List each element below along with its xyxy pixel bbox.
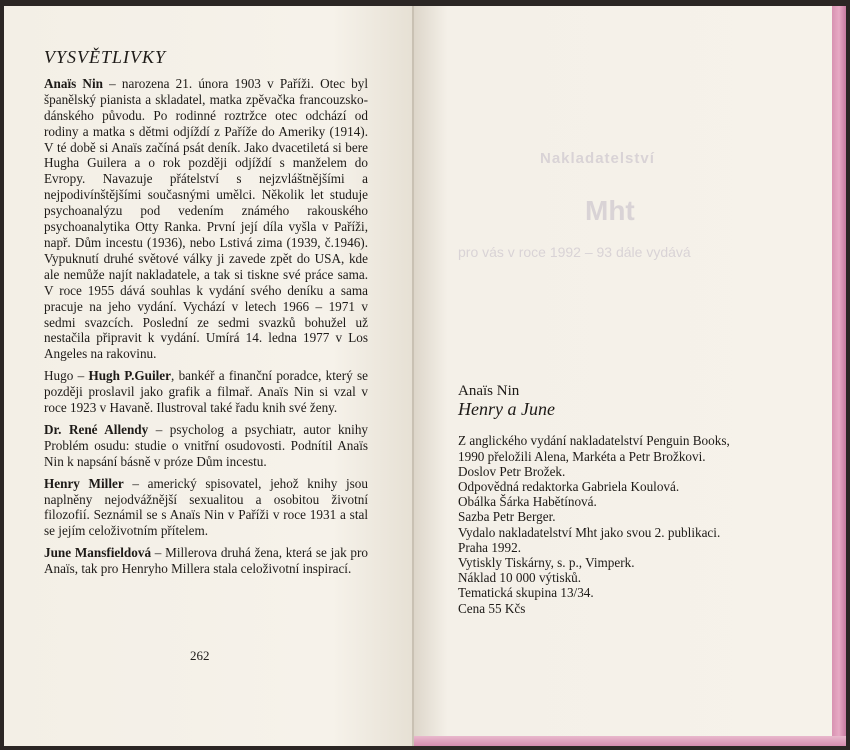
cover-edge (832, 6, 846, 742)
glossary-heading: VYSVĚTLIVKY (44, 47, 167, 67)
glossary-entry (44, 422, 368, 470)
entry-name: Henry Miller (44, 475, 124, 491)
glossary-entry (44, 368, 368, 416)
imprint-line: Náklad 10 000 výtisků. (458, 570, 582, 586)
glossary-entry (44, 545, 368, 577)
book-title: Henry a June (458, 399, 555, 420)
right-page (414, 6, 832, 742)
entry-text: – psycholog a psychiatr, autor knihy Problém osudu: studie o vnitřní osudovosti. Podnítil Anaïs Nin k napsání básně v próze Dům incestu. (44, 421, 369, 469)
entry-name: Hugh P.Guiler (88, 368, 172, 384)
glossary-column (44, 47, 369, 583)
imprint-line: Obálka Šárka Habětínová. (458, 494, 597, 510)
show-through-logo: Mht (585, 195, 635, 226)
entry-text: – narozena 21. února 1903 v Paříži. Otec byl španělský pianista a skladatel, matka zpěvačka francouzsko-dánského původu. Po rodinné roztržce otec odchází od rodiny a matka s dětmi odjíždí z Paříže do Ameriky (1914). V té době si Anaïs začíná psát deník. Jako dvacetiletá si bere Hugha Guilera a o rok později odjíždí s manželem do Evropy. Navazuje přátelství s nejzvláštnějšími a nejpodivínštějšími současnými umělci. Několik let studuje psychoanalýzu pod vedením známého rakouského psychoanalytika Otty Ranka. První její díla vyšla v Paříži, např. Dům incestu (1936), nebo Lstivá zima (1939, č.1946). Vypuknutí druhé světové války ji zavede zpět do USA, kde ale nemůže najít nakladatele, a tak si tiskne své práce sama. V roce 1955 dává souhlas k vydání svého deníku a sama pracuje na jeho vydání. Vychází v letech 1966 – 1971 v sedmi svazcích. Poslední ze sedmi svazků bohužel už nestačila připravit k vydání. Umírá 14. ledna 1977 v Los Angeles na rakovinu. (44, 75, 368, 362)
show-through-publisher: Nakladatelství (540, 150, 655, 167)
imprint-line: Vydalo nakladatelství Mht jako svou 2. publikaci. (458, 524, 721, 540)
imprint-line: Vytiskly Tiskárny, s. p., Vimperk. (458, 555, 635, 571)
imprint-line: Z anglického vydání nakladatelství Penguin Books, (458, 433, 730, 449)
imprint-line: Praha 1992. (458, 539, 521, 555)
imprint-line: Doslov Petr Brožek. (458, 463, 566, 479)
book-author: Anaïs Nin (458, 383, 520, 399)
show-through-subtitle: pro vás v roce 1992 – 93 dále vydává (458, 244, 691, 260)
glossary-entry (44, 476, 368, 540)
imprint-block (458, 384, 788, 616)
glossary-entry (44, 76, 368, 362)
page-number: 262 (190, 648, 210, 663)
entry-name: Dr. René Allendy (44, 421, 149, 437)
entry-name: Anaïs Nin (44, 75, 103, 91)
imprint-line: 1990 přeložili Alena, Markéta a Petr Brožkovi. (458, 448, 706, 464)
imprint-line: Tematická skupina 13/34. (458, 585, 594, 601)
entry-name: June Mansfieldová (44, 545, 152, 561)
imprint-line: Cena 55 Kčs (458, 600, 526, 616)
entry-text: – Millerova druhá žena, která se jak pro Anaïs, tak pro Henryho Millera stala celoživotní inspirací. (44, 545, 368, 577)
imprint-line: Odpovědná redaktorka Gabriela Koulová. (458, 479, 680, 495)
cover-bottom-edge (414, 736, 846, 746)
entry-text: , bankéř a finanční poradce, který se později proslavil jako grafik a filmař. Anaïs Nin si vzal v roce 1923 v Havaně. Ilustroval také řadu knih své ženy. (44, 368, 368, 416)
entry-text: – americký spisovatel, jehož knihy jsou naplněny nejodvážnější sexualitou a osobitou životní filozofií. Seznámil se s Anaïs Nin v Paříži v roce 1931 a stal se jejím celoživotním přítelem. (44, 475, 368, 539)
imprint-line: Sazba Petr Berger. (458, 509, 556, 525)
entry-prefix: Hugo – (44, 368, 89, 384)
